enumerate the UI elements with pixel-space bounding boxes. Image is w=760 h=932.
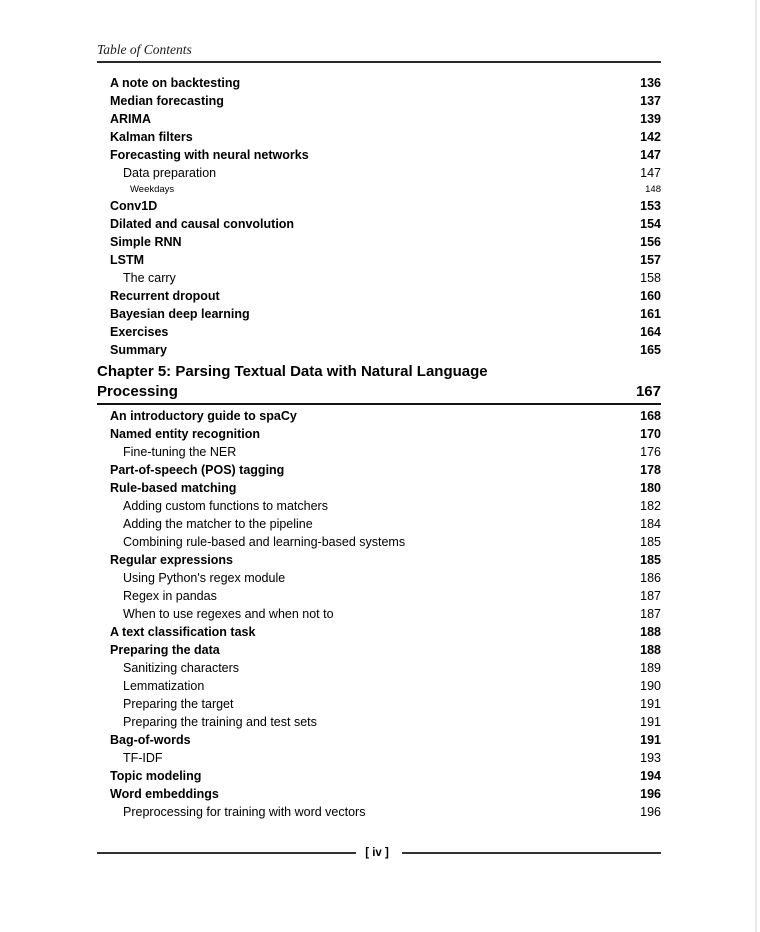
toc-page-number: 184 — [640, 517, 661, 531]
toc-page-number: 187 — [640, 589, 661, 603]
toc-page-number: 176 — [640, 445, 661, 459]
toc-page-number: 188 — [640, 643, 661, 657]
toc-entry-label: Regular expressions — [110, 553, 233, 567]
toc-entry[interactable] — [97, 479, 661, 497]
toc-page-number: 157 — [640, 253, 661, 267]
toc-entry[interactable] — [97, 515, 661, 533]
toc-page-number: 191 — [640, 733, 661, 747]
toc-entry[interactable] — [97, 641, 661, 659]
toc-entry[interactable] — [97, 407, 661, 425]
toc-entry[interactable] — [97, 269, 661, 287]
toc-page-number: 185 — [640, 553, 661, 567]
toc-entry[interactable] — [97, 569, 661, 587]
toc-entry-label: Exercises — [110, 325, 169, 339]
toc-entry-label: Topic modeling — [110, 769, 202, 783]
toc-entry[interactable] — [97, 767, 661, 785]
toc-page-number: 191 — [640, 697, 661, 711]
toc-entry-label: Sanitizing characters — [123, 661, 240, 675]
toc-entry[interactable] — [97, 713, 661, 731]
toc-page-number: 188 — [640, 625, 661, 639]
page-footer — [97, 847, 661, 859]
toc-entry-label: Adding the matcher to the pipeline — [123, 517, 313, 531]
toc-page-number: 160 — [640, 289, 661, 303]
footer-rule-right — [402, 852, 661, 854]
toc-page-number: 153 — [640, 199, 661, 213]
toc-entry[interactable] — [97, 164, 661, 182]
toc-page-number: 156 — [640, 235, 661, 249]
toc-page-number: 142 — [640, 130, 661, 144]
toc-entry-label: Using Python's regex module — [123, 571, 286, 585]
toc-entry[interactable] — [97, 74, 661, 92]
toc-entry-label: ARIMA — [110, 112, 151, 126]
toc-page-number: 147 — [640, 166, 661, 180]
toc-entry[interactable] — [97, 659, 661, 677]
toc-entry-label: When to use regexes and when not to — [123, 607, 334, 621]
toc-entry-label: Preprocessing for training with word vectors — [123, 805, 366, 819]
toc-page-number: 137 — [640, 94, 661, 108]
toc-page-number: 148 — [645, 184, 661, 195]
toc-entry[interactable] — [97, 197, 661, 215]
toc-page-number: 158 — [640, 271, 661, 285]
toc-entry[interactable] — [97, 731, 661, 749]
toc-entry[interactable] — [97, 251, 661, 269]
toc-entry-label: Summary — [110, 343, 167, 357]
toc-entry[interactable] — [97, 623, 661, 641]
toc-list — [97, 74, 661, 821]
toc-entry[interactable] — [97, 233, 661, 251]
toc-page-number: 182 — [640, 499, 661, 513]
toc-page-number: 170 — [640, 427, 661, 441]
toc-page-number: 191 — [640, 715, 661, 729]
toc-entry-label: Fine-tuning the NER — [123, 445, 237, 459]
toc-entry[interactable] — [97, 605, 661, 623]
toc-entry[interactable] — [97, 443, 661, 461]
toc-entry[interactable] — [97, 287, 661, 305]
toc-entry[interactable] — [97, 695, 661, 713]
toc-page-number: 194 — [640, 769, 661, 783]
toc-entry-label: Preparing the data — [110, 643, 220, 657]
toc-entry-label: Recurrent dropout — [110, 289, 220, 303]
toc-entry-label: Kalman filters — [110, 130, 193, 144]
toc-entry-label: Combining rule-based and learning-based systems — [123, 535, 406, 549]
toc-entry-label: Conv1D — [110, 199, 158, 213]
chapter-title-line1: Chapter 5: Parsing Textual Data with Natural Language — [97, 363, 488, 380]
toc-entry-label: Weekdays — [130, 184, 175, 195]
page-number-folio: [ iv ] — [365, 847, 389, 859]
toc-entry-label: Rule-based matching — [110, 481, 237, 495]
toc-entry-label: Part-of-speech (POS) tagging — [110, 463, 285, 477]
toc-entry[interactable] — [97, 305, 661, 323]
toc-page-number: 154 — [640, 217, 661, 231]
toc-entry-label: Median forecasting — [110, 94, 224, 108]
running-header: Table of Contents — [97, 42, 661, 63]
toc-page-number: 193 — [640, 751, 661, 765]
footer-rule-left — [97, 852, 356, 854]
toc-page-number: 180 — [640, 481, 661, 495]
toc-page-number: 189 — [640, 661, 661, 675]
toc-entry-label: TF-IDF — [123, 751, 163, 765]
toc-entry-label: Word embeddings — [110, 787, 219, 801]
toc-entry[interactable] — [97, 803, 661, 821]
toc-entry-label: Forecasting with neural networks — [110, 148, 309, 162]
toc-entry-label: A note on backtesting — [110, 76, 241, 90]
toc-page-number: 136 — [640, 76, 661, 90]
toc-entry[interactable] — [97, 110, 661, 128]
toc-entry-label: Bayesian deep learning — [110, 307, 250, 321]
toc-page — [97, 42, 661, 821]
toc-page-number: 190 — [640, 679, 661, 693]
toc-entry[interactable] — [97, 128, 661, 146]
toc-page-number: 196 — [640, 805, 661, 819]
toc-entry-label: Preparing the training and test sets — [123, 715, 317, 729]
toc-entry[interactable] — [97, 587, 661, 605]
toc-entry-label: Dilated and causal convolution — [110, 217, 295, 231]
toc-entry[interactable] — [97, 551, 661, 569]
toc-entry-label: Named entity recognition — [110, 427, 261, 441]
toc-entry-label: Data preparation — [123, 166, 217, 180]
toc-page-number: 167 — [635, 383, 661, 400]
toc-entry[interactable] — [97, 785, 661, 803]
toc-entry-label: Preparing the target — [123, 697, 234, 711]
toc-entry-label: LSTM — [110, 253, 145, 267]
toc-page-number: 164 — [640, 325, 661, 339]
toc-entry[interactable] — [97, 749, 661, 767]
toc-entry[interactable] — [97, 92, 661, 110]
toc-page-number: 196 — [640, 787, 661, 801]
toc-entry[interactable] — [97, 146, 661, 164]
toc-entry-label: A text classification task — [110, 625, 256, 639]
page-edge — [755, 0, 757, 932]
toc-page-number: 161 — [640, 307, 661, 321]
toc-entry[interactable] — [97, 461, 661, 479]
toc-page-number: 186 — [640, 571, 661, 585]
toc-entry[interactable] — [97, 533, 661, 551]
chapter-title-line2: Processing — [97, 383, 178, 400]
toc-page-number: 147 — [640, 148, 661, 162]
toc-entry[interactable] — [97, 182, 661, 197]
toc-entry[interactable] — [97, 323, 661, 341]
toc-page-number: 185 — [640, 535, 661, 549]
chapter-title-line2-row — [97, 382, 661, 405]
toc-page-number: 168 — [640, 409, 661, 423]
toc-entry-label: Regex in pandas — [123, 589, 217, 603]
chapter-heading[interactable] — [97, 362, 661, 405]
toc-entry-label: An introductory guide to spaCy — [110, 409, 297, 423]
toc-page-number: 165 — [640, 343, 661, 357]
toc-entry[interactable] — [97, 677, 661, 695]
toc-entry-label: Lemmatization — [123, 679, 205, 693]
toc-page-number: 187 — [640, 607, 661, 621]
toc-entry-label: Adding custom functions to matchers — [123, 499, 328, 513]
toc-entry[interactable] — [97, 425, 661, 443]
toc-page-number: 139 — [640, 112, 661, 126]
toc-entry-label: The carry — [123, 271, 176, 285]
toc-entry[interactable] — [97, 497, 661, 515]
toc-entry-label: Simple RNN — [110, 235, 182, 249]
toc-page-number: 178 — [640, 463, 661, 477]
toc-entry-label: Bag-of-words — [110, 733, 191, 747]
toc-entry[interactable] — [97, 341, 661, 359]
toc-entry[interactable] — [97, 215, 661, 233]
